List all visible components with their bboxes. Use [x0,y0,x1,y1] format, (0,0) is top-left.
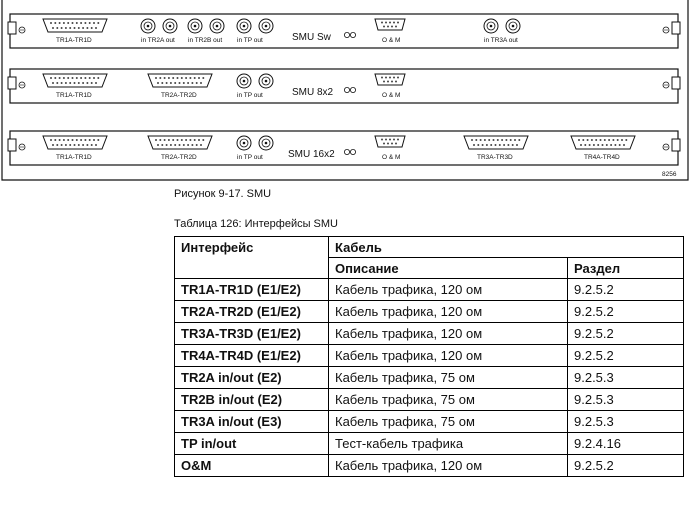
table-row [175,345,684,367]
om-connector-icon [375,136,405,147]
tp-out-coax-icon [259,136,273,150]
board-smu-sw [8,14,680,48]
table-row [175,433,684,455]
tp-in-coax-icon [237,19,251,33]
tp-out-coax-icon [259,19,273,33]
om-connector-icon [375,19,405,30]
tr3a-out-coax-icon [506,19,520,33]
cell-interface: TR1A-TR1D (E1/E2) [175,279,329,301]
cell-interface: TR3A-TR3D (E1/E2) [175,323,329,345]
tr1-connector-icon [43,74,107,87]
tr2b-label: in TR2B out [188,37,223,44]
cell-section: 9.2.5.2 [568,345,684,367]
cell-interface: O&M [175,455,329,477]
tr3-label: TR3A-TR3D [477,154,513,161]
board-smu-16x2 [8,131,680,165]
screw-icon [663,82,669,88]
table-caption: Таблица 126: Интерфейсы SMU [174,218,339,230]
om-label: O & M [382,37,401,44]
cell-description: Кабель трафика, 120 ом [329,301,568,323]
cell-description: Кабель трафика, 75 ом [329,411,568,433]
cell-interface: TP in/out [175,433,329,455]
screw-icon [663,144,669,150]
cell-interface: TR3A in/out (E3) [175,411,329,433]
screw-icon [19,82,25,88]
screw-icon [19,27,25,33]
cell-interface: TR2A-TR2D (E1/E2) [175,301,329,323]
tr2-label: TR2A-TR2D [161,154,197,161]
cell-section: 9.2.5.3 [568,389,684,411]
tr1-connector-icon [43,19,107,32]
cell-section: 9.2.5.2 [568,323,684,345]
interfaces-table [174,236,684,477]
om-label: O & M [382,92,401,99]
cell-description: Кабель трафика, 120 ом [329,323,568,345]
cell-interface: TR2A in/out (E2) [175,367,329,389]
table-row [175,301,684,323]
header-description: Описание [329,258,568,279]
cell-section: 9.2.5.2 [568,455,684,477]
tp-label: in TP out [237,37,263,44]
tp-in-coax-icon [237,136,251,150]
table-row [175,411,684,433]
cell-description: Кабель трафика, 120 ом [329,279,568,301]
header-interface: Интерфейс [175,237,329,279]
tr1-label: TR1A-TR1D [56,37,92,44]
om-connector-icon [375,74,405,85]
cell-section: 9.2.4.16 [568,433,684,455]
tr2-connector-icon [148,136,212,149]
board-name: SMU 16x2 [288,149,335,160]
tr1-label: TR1A-TR1D [56,92,92,99]
cell-description: Кабель трафика, 75 ом [329,389,568,411]
cell-section: 9.2.5.3 [568,411,684,433]
tr2a-out-coax-icon [163,19,177,33]
figure-caption: Рисунок 9-17. SMU [174,188,272,200]
tr3a-label: in TR3A out [484,37,518,44]
cell-description: Тест-кабель трафика [329,433,568,455]
table-row [175,279,684,301]
tr4-connector-icon [571,136,635,149]
tp-label: in TP out [237,154,263,161]
table-row [175,389,684,411]
screw-icon [19,144,25,150]
tr2a-in-coax-icon [141,19,155,33]
cell-interface: TR4A-TR4D (E1/E2) [175,345,329,367]
board-name: SMU 8x2 [292,87,334,98]
tr2b-out-coax-icon [210,19,224,33]
tr2b-in-coax-icon [188,19,202,33]
table-row [175,455,684,477]
tr1-connector-icon [43,136,107,149]
cell-section: 9.2.5.2 [568,301,684,323]
table-row [175,367,684,389]
tr4-label: TR4A-TR4D [584,154,620,161]
tp-out-coax-icon [259,74,273,88]
tr2-connector-icon [148,74,212,87]
smu-boards-figure [0,0,690,182]
header-cable: Кабель [329,237,684,258]
tr1-label: TR1A-TR1D [56,154,92,161]
tp-in-coax-icon [237,74,251,88]
tr3a-in-coax-icon [484,19,498,33]
board-smu-8x2 [8,69,680,103]
table-row [175,323,684,345]
screw-icon [663,27,669,33]
tr2-label: TR2A-TR2D [161,92,197,99]
cell-section: 9.2.5.2 [568,279,684,301]
cell-interface: TR2B in/out (E2) [175,389,329,411]
figure-id-number: 8256 [662,171,677,178]
cell-description: Кабель трафика, 120 ом [329,455,568,477]
om-label: O & M [382,154,401,161]
tp-label: in TP out [237,92,263,99]
board-name: SMU Sw [292,32,331,43]
cell-description: Кабель трафика, 120 ом [329,345,568,367]
tr2a-label: in TR2A out [141,37,175,44]
table-header-row [175,237,684,258]
tr3-connector-icon [464,136,528,149]
header-section: Раздел [568,258,684,279]
cell-section: 9.2.5.3 [568,367,684,389]
cell-description: Кабель трафика, 75 ом [329,367,568,389]
